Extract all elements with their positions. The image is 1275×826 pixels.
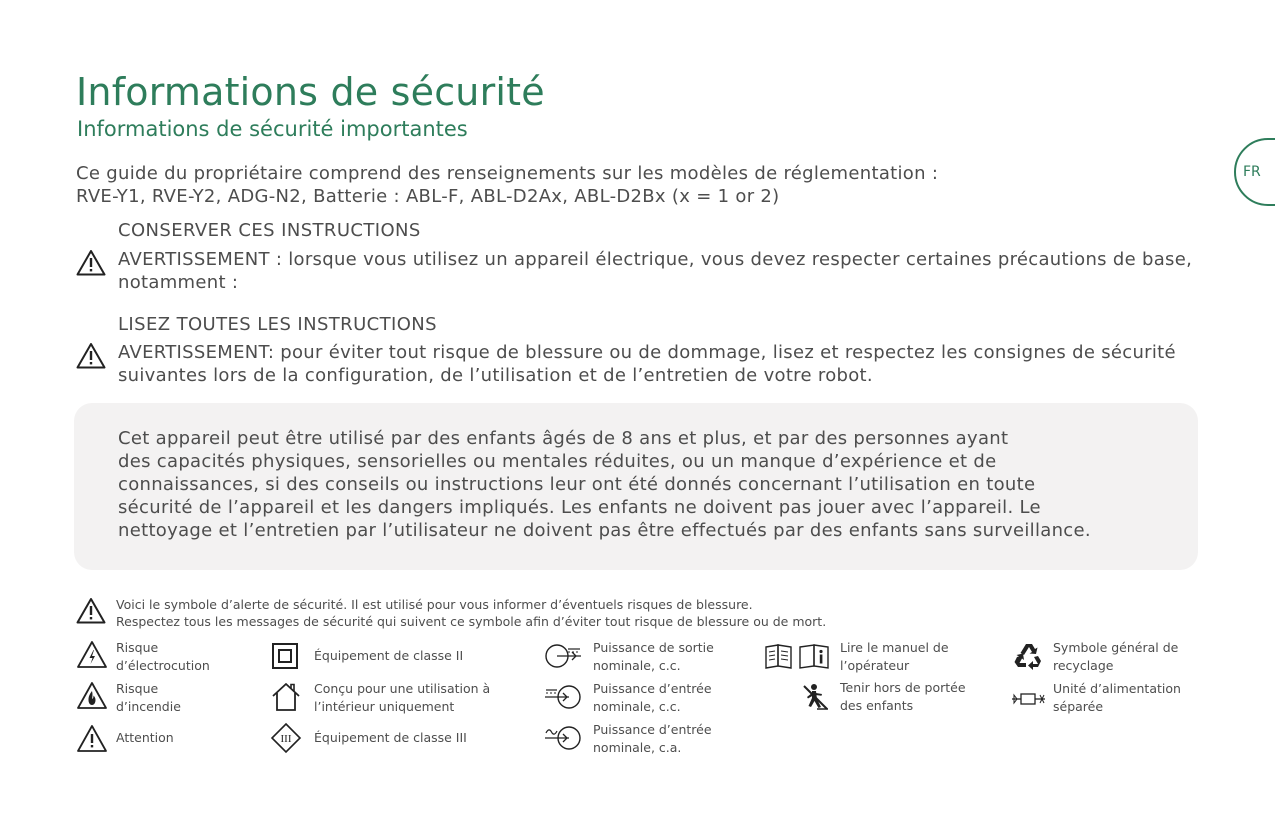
legend-label: Risque — [116, 681, 159, 696]
class-iii-icon — [270, 722, 302, 754]
legend-label: Tenir hors de portée — [840, 680, 966, 695]
children-notice-text — [118, 427, 1188, 542]
warning-triangle-icon — [76, 249, 106, 276]
notice-line: Cet appareil peut être utilisé par des enfants âgés de 8 ans et plus, et par des personnes ayant — [118, 428, 1009, 449]
block-heading-keep-instructions: CONSERVER CES INSTRUCTIONS — [118, 220, 421, 241]
electric-hazard-icon — [76, 640, 108, 670]
block-heading-read-instructions: LISEZ TOUTES LES INSTRUCTIONS — [118, 314, 437, 335]
safety-alert-line: Respectez tous les messages de sécurité qui suivent ce symbole afin d’éviter tout risque de blessure ou de mort. — [116, 614, 827, 629]
legend-label: Équipement de classe III — [314, 730, 467, 745]
svg-text:III: III — [280, 733, 292, 745]
read-manual-icon — [764, 642, 830, 670]
legend-label: Risque — [116, 640, 159, 655]
legend-label: d’électrocution — [116, 658, 210, 673]
fire-hazard-icon — [76, 681, 108, 711]
notice-line: connaissances, si des conseils ou instructions leur ont été donnés concernant l’utilisation en toute — [118, 474, 1036, 495]
legend-label: nominale, c.c. — [593, 699, 681, 714]
legend-label: Conçu pour une utilisation à — [314, 681, 491, 696]
notice-line: sécurité de l’appareil et les dangers impliqués. Les enfants ne doivent pas jouer avec l’appareil. Le — [118, 497, 1041, 518]
notice-line: des capacités physiques, sensorielles ou mentales réduites, ou un manque d’expérience et de — [118, 451, 997, 472]
warning-triangle-icon — [76, 724, 108, 754]
dc-output-icon — [543, 640, 583, 670]
legend-label: Puissance d’entrée — [593, 722, 712, 737]
children-notice-box — [74, 403, 1198, 570]
intro-line: Ce guide du propriétaire comprend des renseignements sur les modèles de réglementation : — [76, 163, 939, 184]
notice-line: nettoyage et l’entretien par l’utilisateur ne doivent pas être effectués par des enfants sans surveillance. — [118, 520, 1091, 541]
legend-label: des enfants — [840, 698, 914, 713]
warning-text: AVERTISSEMENT : lorsque vous utilisez un appareil électrique, vous devez respecter certaines précautions de base, notamment : — [118, 249, 1193, 293]
safety-alert-text — [116, 596, 1016, 630]
page-title: Informations de sécurité — [76, 70, 545, 114]
legend-label: nominale, c.a. — [593, 740, 682, 755]
legend-label: Puissance de sortie — [593, 640, 714, 655]
legend-label: nominale, c.c. — [593, 658, 681, 673]
legend-label: Unité d’alimentation — [1053, 681, 1181, 696]
legend-label: Symbole général de — [1053, 640, 1179, 655]
legend-label: recyclage — [1053, 658, 1114, 673]
separate-power-supply-icon — [1011, 688, 1047, 710]
language-tab[interactable] — [1234, 138, 1275, 206]
intro-models-line: RVE-Y1, RVE-Y2, ADG-N2, Batterie : ABL-F, ABL-D2Ax, ABL-D2Bx (x = 1 or 2) — [76, 186, 780, 207]
legend-label: séparée — [1053, 699, 1104, 714]
keep-away-children-icon — [800, 682, 830, 712]
intro-paragraph — [76, 162, 1196, 208]
safety-alert-line: Voici le symbole d’alerte de sécurité. Il est utilisé pour vous informer d’éventuels risques de blessure. — [116, 597, 753, 612]
class-ii-icon — [270, 642, 300, 670]
legend-label: l’opérateur — [840, 658, 910, 673]
legend-label: Équipement de classe II — [314, 648, 464, 663]
recycle-icon — [1013, 641, 1045, 671]
dc-input-icon — [543, 681, 583, 711]
legend-label: l’intérieur uniquement — [314, 699, 455, 714]
warning-text: AVERTISSEMENT: pour éviter tout risque de blessure ou de dommage, lisez et respectez les consignes de sécurité suivantes lors de la configuration, de l’utilisation et de l’entretien de votre robot. — [118, 342, 1176, 386]
legend-label: d’incendie — [116, 699, 181, 714]
warning-triangle-icon — [76, 342, 106, 369]
legend-label: Attention — [116, 730, 174, 745]
house-icon — [270, 681, 302, 713]
page-subtitle: Informations de sécurité importantes — [77, 117, 468, 141]
ac-input-icon — [543, 722, 583, 752]
legend-label: Lire le manuel de — [840, 640, 949, 655]
language-tab-label: FR — [1243, 164, 1261, 180]
safety-alert-icon — [76, 597, 106, 624]
legend-label: Puissance d’entrée — [593, 681, 712, 696]
